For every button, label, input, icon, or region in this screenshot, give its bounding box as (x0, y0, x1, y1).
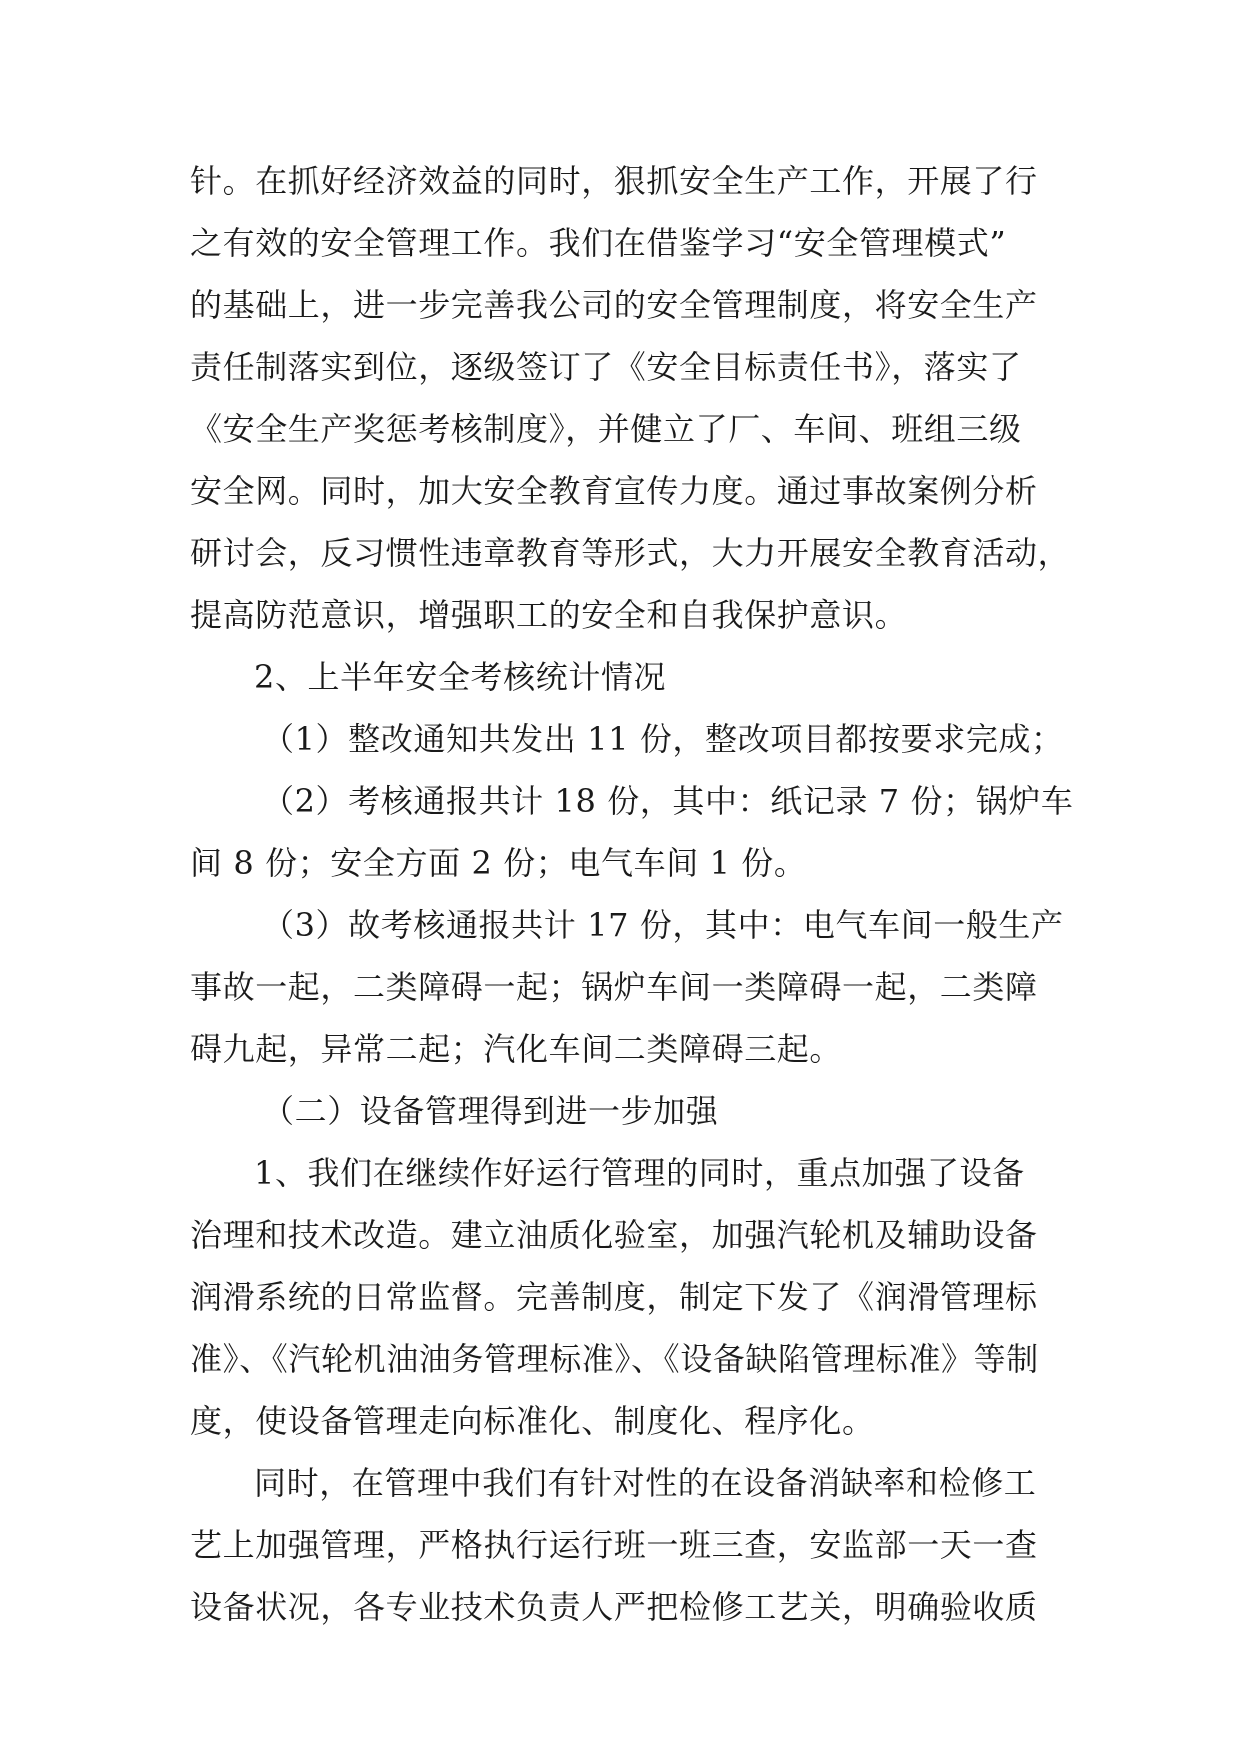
list-item: （1）整改通知共发出 11 份，整改项目都按要求完成； (262, 720, 1064, 758)
text-line: 间 8 份；安全方面 2 份；电气车间 1 份。 (190, 844, 807, 882)
text-line: 研讨会，反习惯性违章教育等形式，大力开展安全教育活动， (190, 534, 1071, 572)
text-line: 《安全生产奖惩考核制度》，并健立了厂、车间、班组三级 (190, 410, 1022, 448)
text-line: 之有效的安全管理工作。我们在借鉴学习“安全管理模式” (190, 224, 1007, 262)
section-heading: 2、上半年安全考核统计情况 (254, 658, 667, 696)
text-line: 润滑系统的日常监督。完善制度，制定下发了《润滑管理标 (190, 1278, 1038, 1316)
text-line: 事故一起，二类障碍一起；锅炉车间一类障碍一起，二类障 (190, 968, 1038, 1006)
section-heading: （二）设备管理得到进一步加强 (262, 1092, 719, 1130)
text-line: 碍九起，异常二起；汽化车间二类障碍三起。 (190, 1030, 843, 1068)
text-line: 准》、《汽轮机油油务管理标准》、《设备缺陷管理标准》等制 (190, 1340, 1039, 1378)
text-line: 1、我们在继续作好运行管理的同时，重点加强了设备 (254, 1154, 1025, 1192)
document-body (190, 150, 1074, 1638)
text-line: 度，使设备管理走向标准化、制度化、程序化。 (190, 1402, 875, 1440)
text-line: 安全网。同时，加大安全教育宣传力度。通过事故案例分析 (190, 472, 1038, 510)
list-item: （2）考核通报共计 18 份，其中：纸记录 7 份；锅炉车 (262, 782, 1074, 820)
text-line: 同时，在管理中我们有针对性的在设备消缺率和检修工 (254, 1464, 1037, 1502)
text-line: 提高防范意识，增强职工的安全和自我保护意识。 (190, 596, 908, 634)
text-line: 艺上加强管理，严格执行运行班一班三查，安监部一天一查 (190, 1526, 1038, 1564)
text-line: 的基础上，进一步完善我公司的安全管理制度，将安全生产 (190, 286, 1038, 324)
text-line: 责任制落实到位，逐级签订了《安全目标责任书》，落实了 (190, 348, 1022, 386)
text-line: 针。在抓好经济效益的同时，狠抓安全生产工作，开展了行 (190, 162, 1038, 200)
list-item: （3）故考核通报共计 17 份，其中：电气车间一般生产 (262, 906, 1064, 944)
text-line: 治理和技术改造。建立油质化验室，加强汽轮机及辅助设备 (190, 1216, 1038, 1254)
text-line: 设备状况，各专业技术负责人严把检修工艺关，明确验收质 (190, 1588, 1038, 1626)
